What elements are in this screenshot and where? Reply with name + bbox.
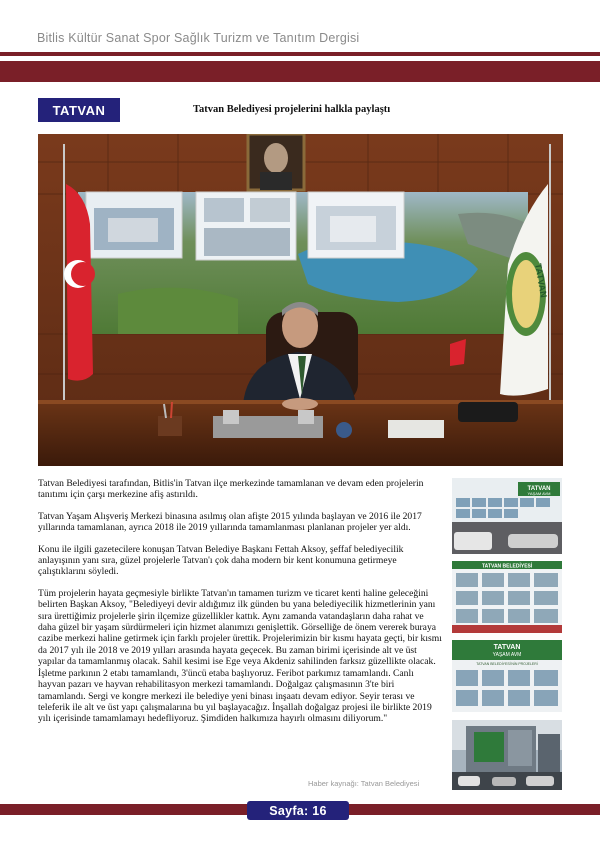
article-body (38, 478, 443, 735)
side-photo-2 (452, 561, 562, 633)
main-photo (38, 134, 563, 466)
banner-3-caption: TATVAN BELEDİYESİ'NİN PROJELERİ (476, 662, 538, 666)
banner-1-sub: YAŞAM AVM (527, 491, 551, 496)
article-paragraph: Tüm projelerin hayata geçmesiyle birlikte Tatvan'ın tamamen turizm ve ticaret kenti haline geleceğini belirten Başkan Aksoy, "Belediyeyi devir aldığımız ilk günden bu yana belediyecilik hizmetlerinin yanı sıra ürettiğimiz projelerle şirin ilçemize güzellikler kattık. Aynı zamanda vatandaşların daha rahat ve daha güzel bir yaşam sürdürmeleri için hizmet alanımızı genişlettik. Görselliğe de önem vererek buraya cazibe merkezi haline getirmek için farklı projeler ürettik. Projelerimizin bir kısmı hayata geçti, bir kısmı da 2017 yılı ile 2018 ve 2019 yılları arasında hayata geçecek. Bu zaman birimi içerisinde alt ve üst yapılar da tamamlanmış olacak. Sahil kesimi ise Ege veya Akdeniz sahilinden farksız güzellikte olacak. İşletme parkının 2 etabı tamamlandı, 3'üncü etaba başlıyoruz. Feribot parkımız tamamlandı. Canlı hayvan pazarı ve hayvan rehabilitasyon merkezi tamamlandı. Doğalgaz çalışmasının 3'te biri tamamlandı. Sergi ve kongre merkezi ile belediye yeni binası inşaatı devam ediyor. Seyir terası ve teleferik ile alt ve üst yapı çalışmalarına bu yıl başlayacağız. İnşallah doğalgaz projesi ile birlikte 2019 yılı içerisinde tamamlamayı hedefliyoruz. Şimdiden halkımıza hayırlı olmasını diliyorum." (38, 587, 442, 725)
header-band (0, 61, 600, 82)
article-paragraph: Tatvan Yaşam Alışveriş Merkezi binasına asılmış olan afişte 2015 yılında başlayan ve 2016 ile 2017 yıllarında tamamlanan, ayrıca 2018 ile 2019 yıllarında tamamlanması planlanan projeler yer aldı. (38, 510, 422, 534)
article-headline: Tatvan Belediyesi projelerini halkla paylaştı (193, 104, 391, 115)
magazine-title: Bitlis Kültür Sanat Spor Sağlık Turizm ve Tanıtım Dergisi (37, 31, 360, 45)
banner-1-title: TATVAN (527, 486, 551, 492)
section-tag: TATVAN (38, 98, 120, 122)
news-source: Haber kaynağı: Tatvan Belediyesi (308, 779, 420, 788)
flag-text: TATVAN (533, 262, 549, 299)
page-number: Sayfa: 16 (247, 801, 349, 820)
side-photo-1 (452, 478, 562, 554)
banner-3-title: TATVAN (493, 644, 521, 651)
side-photo-4 (452, 720, 562, 790)
banner-2-title: TATVAN BELEDİYESİ (482, 563, 533, 570)
side-photo-3 (452, 640, 562, 712)
article-paragraph: Konu ile ilgili gazetecilere konuşan Tatvan Belediye Başkanı Fettah Aksoy, şeffaf belediyecilik anlayışının yanı sıra, güzel projelerle Tatvan'ı çok daha modern bir kent konumuna getirmeye çalıştıklarını söyledi. (38, 543, 404, 578)
banner-3-sub: YAŞAM AVM (492, 652, 522, 658)
header-rule (0, 52, 600, 56)
article-paragraph: Tatvan Belediyesi tarafından, Bitlis'in Tatvan ilçe merkezinde tamamlanan ve devam eden projelerin tanıtımı için çarşı merkezine afiş astırıldı. (38, 478, 424, 501)
